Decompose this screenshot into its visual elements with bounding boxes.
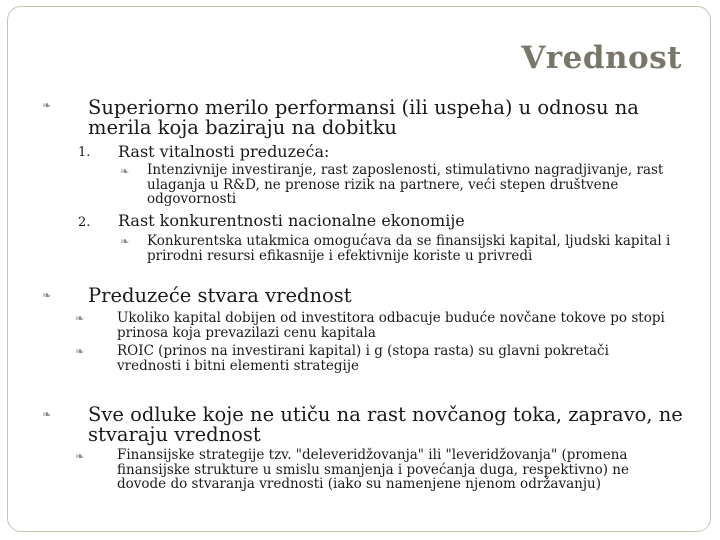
- item-1-sub: Intenzivnije investiranje, rast zaposlenosti, stimulativno nagradjivanje, rast ulaganja u R&D, ne prenose rizik na partnere, veći stepen društvene odgovornosti: [147, 162, 664, 207]
- bullet-icon: ❧: [42, 99, 52, 112]
- item-2-text: Rast konkurentnosti nacionalne ekonomije: [118, 211, 465, 230]
- item-2-sub: Konkurentska utakmica omogućava da se finansijski kapital, ljudski kapital i prirodni resursi efikasnije i efektivnije koriste u privredi: [147, 233, 671, 264]
- section-1-text: Superiorno merilo performansi (ili uspeha) u odnosu na merila koja baziraju na dobitku: [88, 96, 639, 139]
- bullet-icon: ❧: [42, 289, 52, 302]
- bullet-icon: ❧: [75, 450, 85, 463]
- bullet-icon: ❧: [75, 312, 85, 325]
- item-1-number: 1.: [78, 145, 91, 160]
- section-2-point-1: Ukoliko kapital dobijen od investitora odbacuje buduće novčane tokove po stopi prinosa koja prevazilazi cenu kapitala: [117, 310, 665, 341]
- slide-title: Vrednost: [521, 40, 682, 76]
- section-3-point-1: Finansijske strategije tzv. "deleveridžovanja" ili "leveridžovanja" (promena finansijske strukture u smislu smanjenja i povećanja duga, respektivno) ne dovode do stvaranja vrednosti (iako su namenjene njenom održavanju): [117, 447, 629, 492]
- section-3-text: Sve odluke koje ne utiču na rast novčanog toka, zapravo, ne stvaraju vrednost: [88, 403, 683, 446]
- bullet-icon: ❧: [120, 165, 130, 178]
- bullet-icon: ❧: [120, 235, 130, 248]
- section-2-point-2: ROIC (prinos na investirani kapital) i g (stopa rasta) su glavni pokretači vrednosti i bitni elementi strategije: [117, 343, 609, 374]
- bullet-icon: ❧: [42, 408, 52, 421]
- item-2-number: 2.: [78, 215, 91, 230]
- item-1-text: Rast vitalnosti preduzeća:: [118, 142, 330, 161]
- bullet-icon: ❧: [75, 345, 85, 358]
- section-2-text: Preduzeće stvara vrednost: [88, 284, 352, 307]
